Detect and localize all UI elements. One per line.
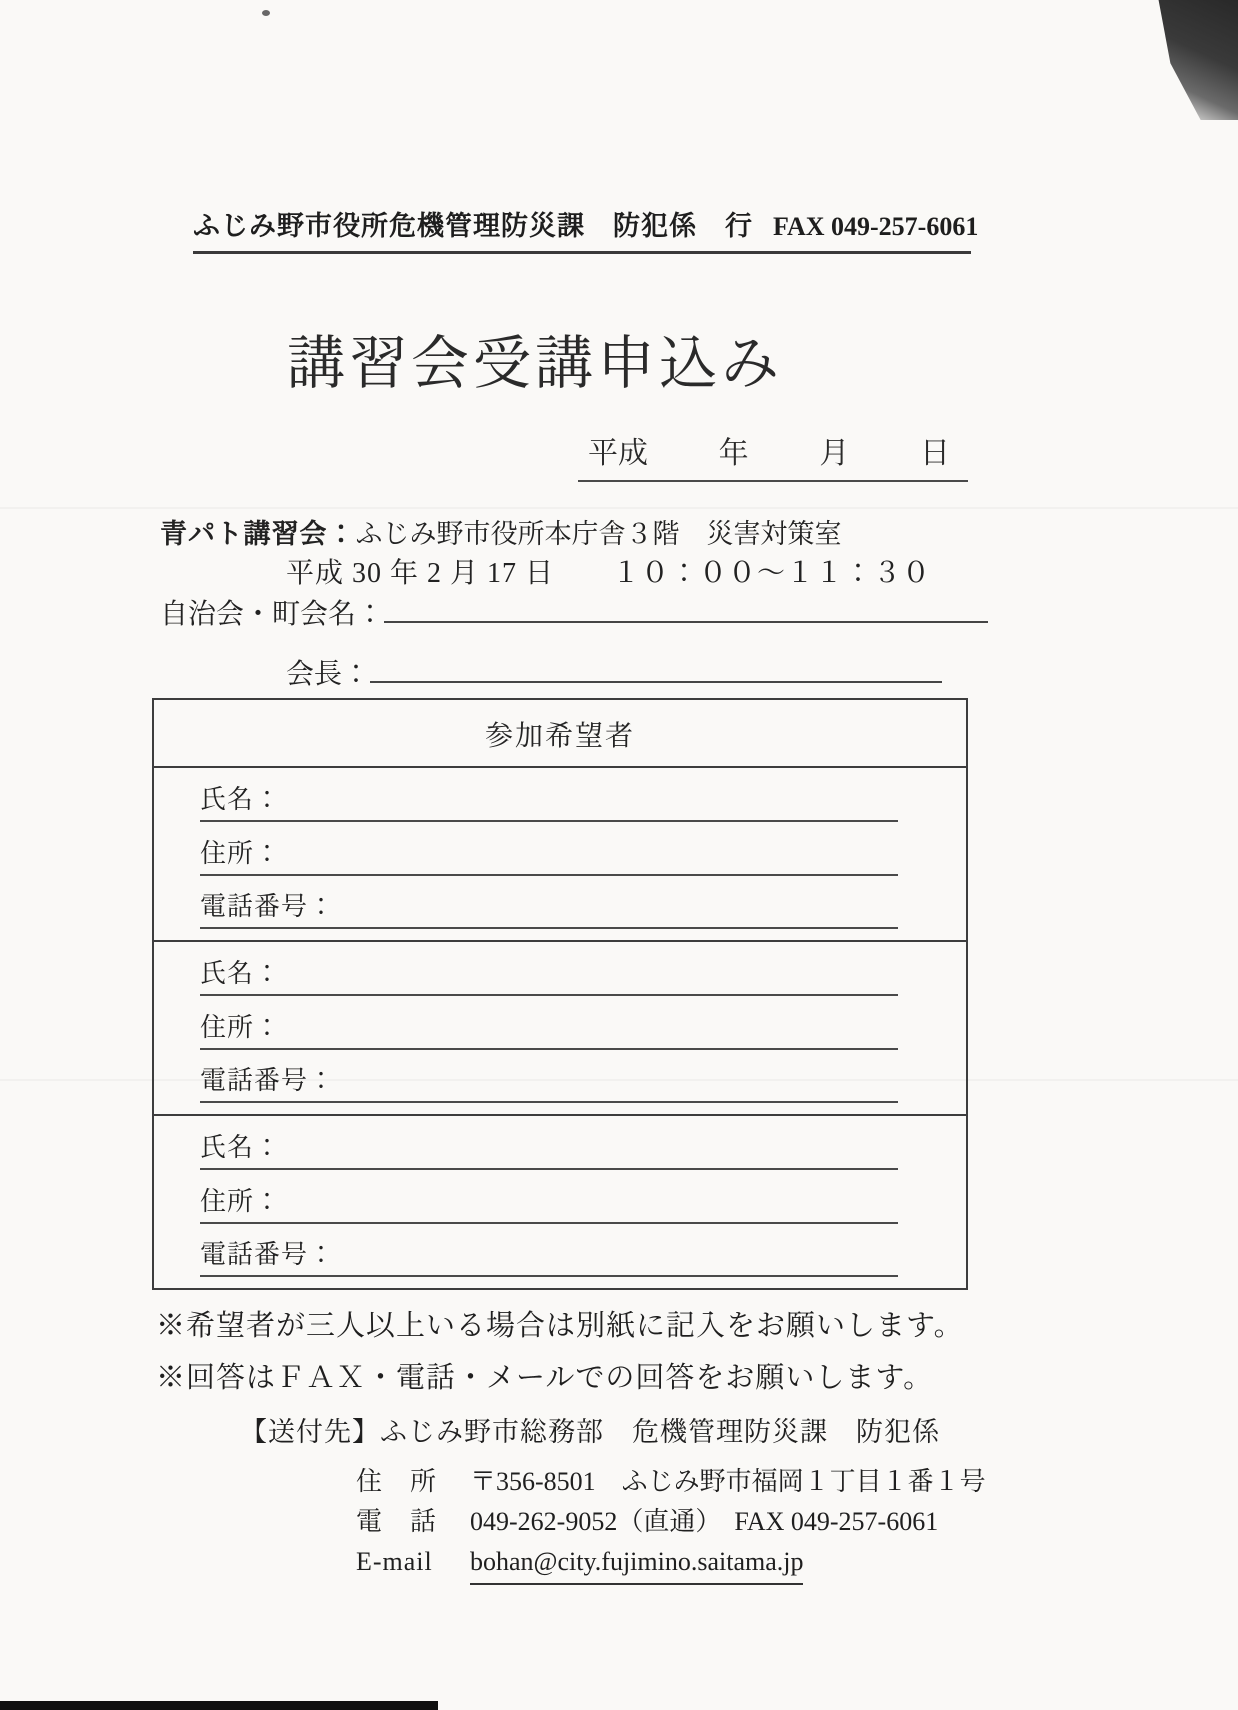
name-field (200, 953, 898, 996)
phone-label: 電話番号： (200, 892, 336, 922)
address-label: 住所： (200, 1012, 282, 1042)
fax-recipient: ふじみ野市役所危機管理防災課 防犯係 行 (193, 211, 753, 241)
year-label: 年 (718, 437, 749, 470)
contact-email-row (356, 1542, 986, 1585)
association-name-field (160, 592, 988, 632)
contact-block (356, 1462, 986, 1585)
fax-number: FAX 049-257-6061 (773, 212, 979, 241)
scan-artifact-bottom-bar (0, 1701, 438, 1710)
name-field (200, 1127, 898, 1170)
form-title: 講習会受講申込み (286, 331, 783, 396)
chairman-label: 会長： (286, 659, 371, 690)
fax-header (193, 204, 979, 254)
participant-entry-3 (154, 1116, 966, 1288)
phone-field (200, 1060, 898, 1103)
participants-table (152, 698, 968, 1290)
address-field (200, 1181, 898, 1224)
address-field (200, 833, 898, 876)
name-label: 氏名： (200, 1132, 282, 1162)
destination-line: 【送付先】ふじみ野市総務部 危機管理防災課 防犯係 (240, 1417, 940, 1447)
contact-email-value: bohan@city.fujimino.saitama.jp (470, 1542, 803, 1585)
note-reply-method: ※回答はＦＡＸ・電話・メールでの回答をお願いします。 (156, 1362, 934, 1394)
phone-label: 電話番号： (200, 1066, 336, 1096)
contact-phone-label: 電 話 (356, 1507, 438, 1536)
era-label: 平成 (588, 437, 648, 470)
chairman-field (286, 652, 942, 692)
scan-artifact-speck (262, 10, 270, 16)
day-label: 日 (919, 437, 950, 470)
contact-email-label: E-mail (356, 1547, 433, 1576)
event-info-line (160, 512, 841, 551)
address-label: 住所： (200, 1186, 282, 1216)
month-label: 月 (819, 437, 850, 470)
scan-artifact-corner (1138, 0, 1238, 120)
contact-address-label: 住 所 (356, 1467, 438, 1496)
association-name-label: 自治会・町会名： (160, 599, 385, 630)
date-line (578, 428, 968, 482)
name-label: 氏名： (200, 958, 282, 988)
participants-table-title: 参加希望者 (154, 700, 966, 768)
note-extra-sheet: ※希望者が三人以上いる場合は別紙に記入をお願いします。 (156, 1310, 964, 1342)
chairman-blank (370, 653, 942, 683)
participant-entry-1 (154, 768, 966, 942)
contact-address-row (356, 1462, 986, 1502)
contact-phone-row (356, 1502, 986, 1542)
address-field (200, 1007, 898, 1050)
event-venue: ふじみ野市役所本庁舎３階 災害対策室 (355, 519, 842, 549)
contact-address-value: 〒356-8501 ふじみ野市福岡１丁目１番１号 (470, 1467, 986, 1496)
association-name-blank (384, 593, 988, 623)
scan-line (0, 507, 1238, 509)
phone-label: 電話番号： (200, 1240, 336, 1270)
event-label: 青パト講習会： (160, 519, 356, 549)
event-schedule: 平成 30 年 2 月 17 日 １０：００～１１：３０ (286, 558, 932, 589)
phone-field (200, 886, 898, 929)
phone-field (200, 1234, 898, 1277)
address-label: 住所： (200, 838, 282, 868)
name-label: 氏名： (200, 784, 282, 814)
contact-phone-value: 049-262-9052（直通） FAX 049-257-6061 (470, 1507, 939, 1536)
participant-entry-2 (154, 942, 966, 1116)
name-field (200, 779, 898, 822)
